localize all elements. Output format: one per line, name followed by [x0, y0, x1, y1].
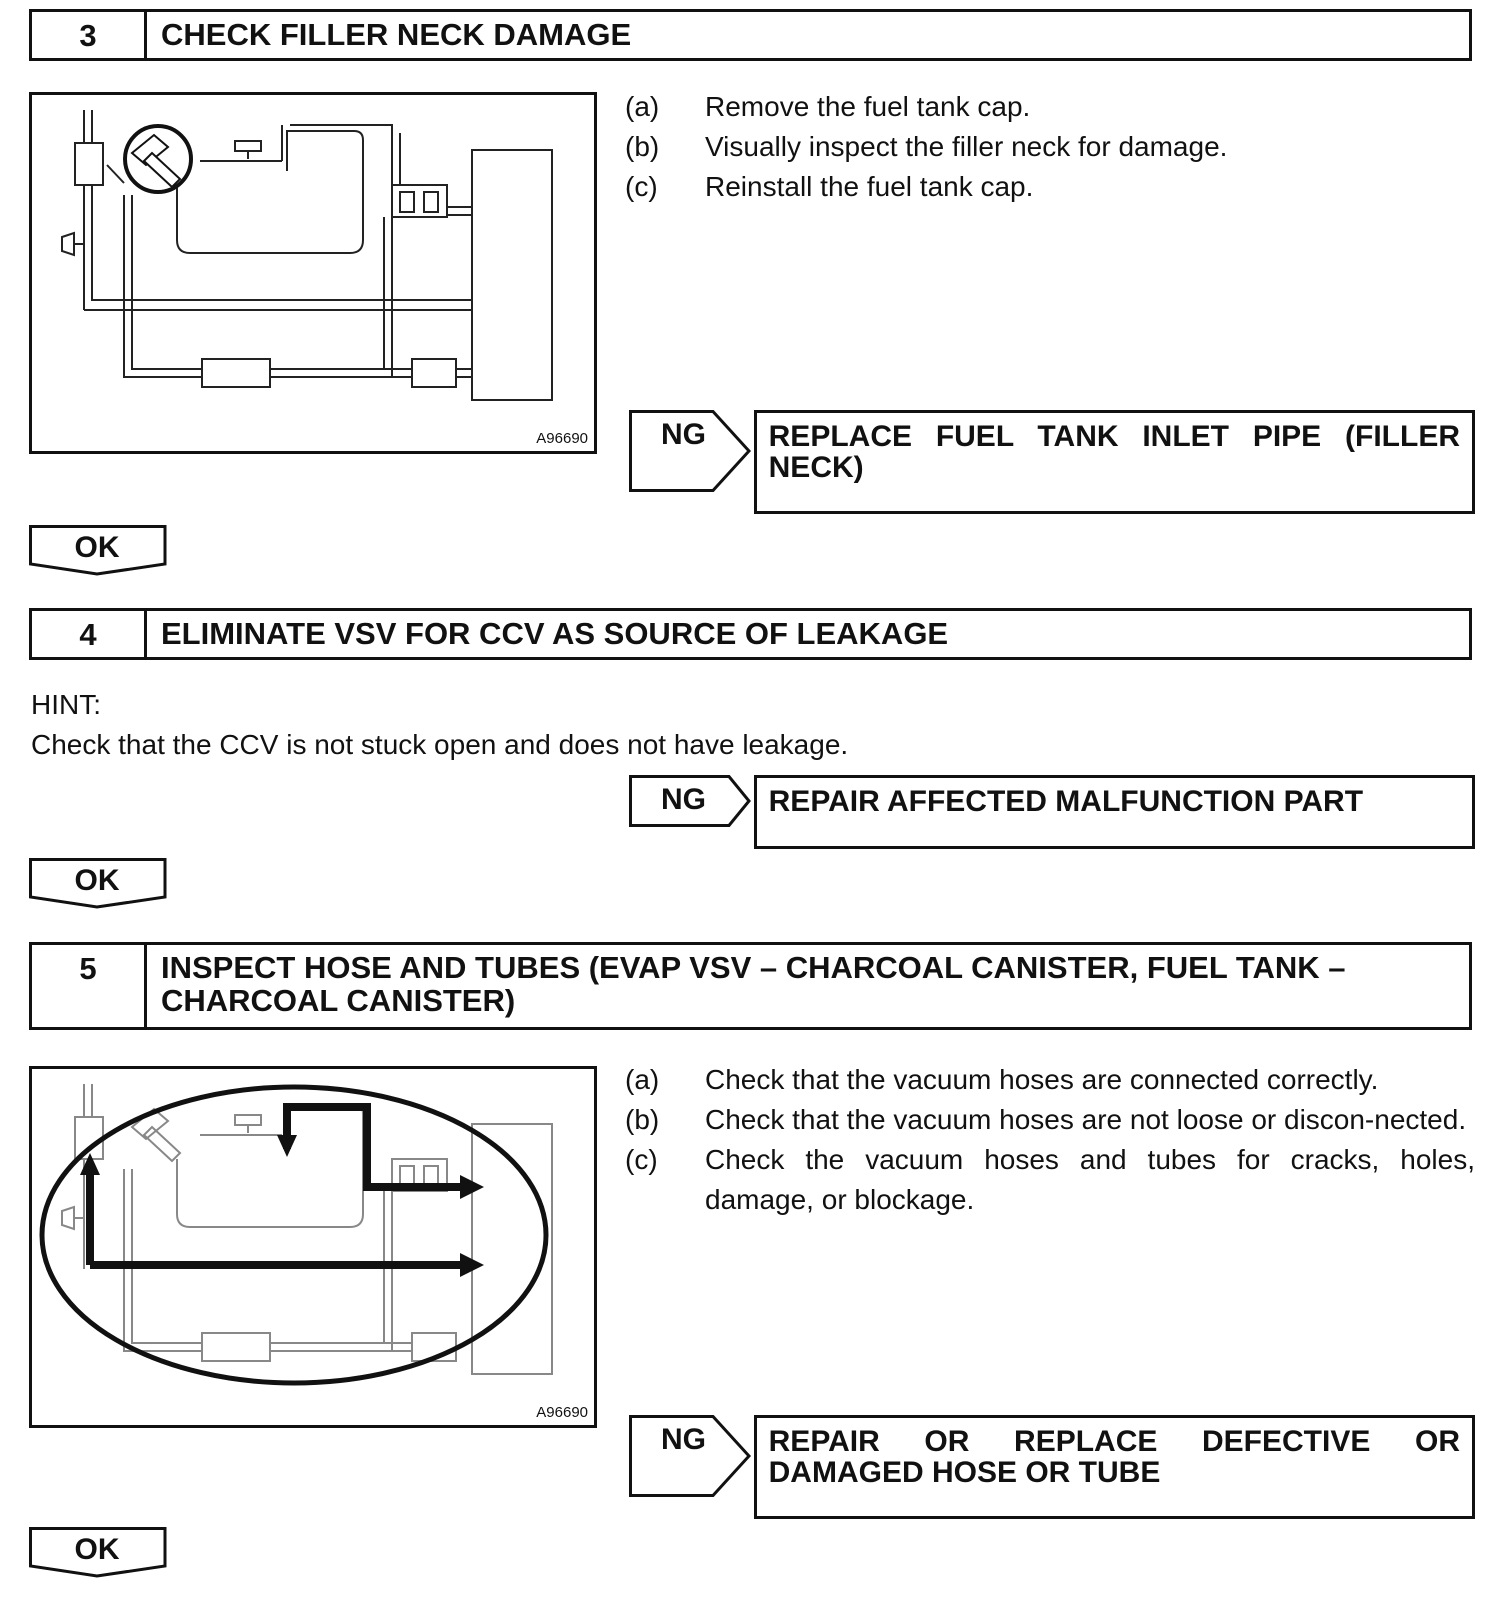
step-title: CHECK FILLER NECK DAMAGE [161, 17, 632, 52]
step-title: INSPECT HOSE AND TUBES (EVAP VSV – CHARCOAL CANISTER, FUEL TANK – CHARCOAL CANISTER) [161, 950, 1346, 1018]
instruction-text: Check that the vacuum hoses are not loose or discon-nected. [705, 1104, 1467, 1135]
figure-id: A96690 [536, 1404, 588, 1421]
ng-result-action: REPLACE FUEL TANK INLET PIPE (FILLER NECK) [754, 410, 1475, 514]
step-number: 4 [32, 611, 147, 657]
step-number: 3 [32, 12, 147, 58]
ng-result-action: REPAIR OR REPLACE DEFECTIVE OR DAMAGED HOSE OR TUBE [754, 1415, 1475, 1519]
ng-label: NG [661, 418, 706, 451]
step-4-ok-branch [29, 858, 169, 910]
instruction-b [625, 1100, 1475, 1140]
step-3-ng-branch [629, 410, 1475, 492]
instruction-label: (a) [625, 1064, 660, 1095]
evap-system-diagram [32, 1069, 594, 1425]
step-4-hint [31, 685, 1031, 765]
instruction-text: Visually inspect the filler neck for damage. [705, 131, 1228, 162]
instruction-label: (c) [625, 171, 658, 202]
step-3-header [29, 9, 1472, 61]
step-3-instructions [625, 87, 1475, 207]
instruction-label: (a) [625, 91, 660, 122]
instruction-text: Check that the vacuum hoses are connected correctly. [705, 1064, 1379, 1095]
hint-label: HINT: [31, 689, 101, 720]
ok-label: OK [74, 864, 120, 897]
instruction-a [625, 87, 1475, 127]
ng-arrow-tag [629, 775, 747, 827]
step-5-ng-branch [629, 1415, 1475, 1497]
ok-label: OK [74, 1533, 120, 1566]
hose-tube-diagram [29, 1066, 597, 1428]
instruction-c [625, 167, 1475, 207]
ok-label: OK [74, 531, 120, 564]
ng-label: NG [661, 783, 706, 816]
ng-label: NG [661, 1423, 706, 1456]
instruction-label: (c) [625, 1144, 658, 1175]
step-4-header [29, 608, 1472, 660]
instruction-c [625, 1140, 1475, 1220]
filler-neck-diagram [29, 92, 597, 454]
figure-id: A96690 [536, 430, 588, 447]
step-4-ng-branch [629, 775, 1475, 827]
ng-arrow-tag [629, 1415, 747, 1497]
step-5-instructions [625, 1060, 1475, 1220]
ng-arrow-tag [629, 410, 747, 492]
instruction-b [625, 127, 1475, 167]
step-5-ok-branch [29, 1527, 169, 1579]
step-title: ELIMINATE VSV FOR CCV AS SOURCE OF LEAKAGE [161, 616, 949, 651]
step-5-header [29, 942, 1472, 1030]
instruction-label: (b) [625, 131, 660, 162]
instruction-text: Remove the fuel tank cap. [705, 91, 1031, 122]
instruction-label: (b) [625, 1104, 660, 1135]
instruction-text: Reinstall the fuel tank cap. [705, 171, 1034, 202]
ng-result-action: REPAIR AFFECTED MALFUNCTION PART [754, 775, 1475, 849]
step-number: 5 [32, 945, 147, 1027]
step-3-ok-branch [29, 525, 169, 577]
instruction-text: Check the vacuum hoses and tubes for cracks, holes, damage, or blockage. [705, 1144, 1475, 1215]
instruction-a [625, 1060, 1475, 1100]
evap-system-diagram [32, 95, 594, 451]
hint-text: Check that the CCV is not stuck open and does not have leakage. [31, 729, 849, 760]
